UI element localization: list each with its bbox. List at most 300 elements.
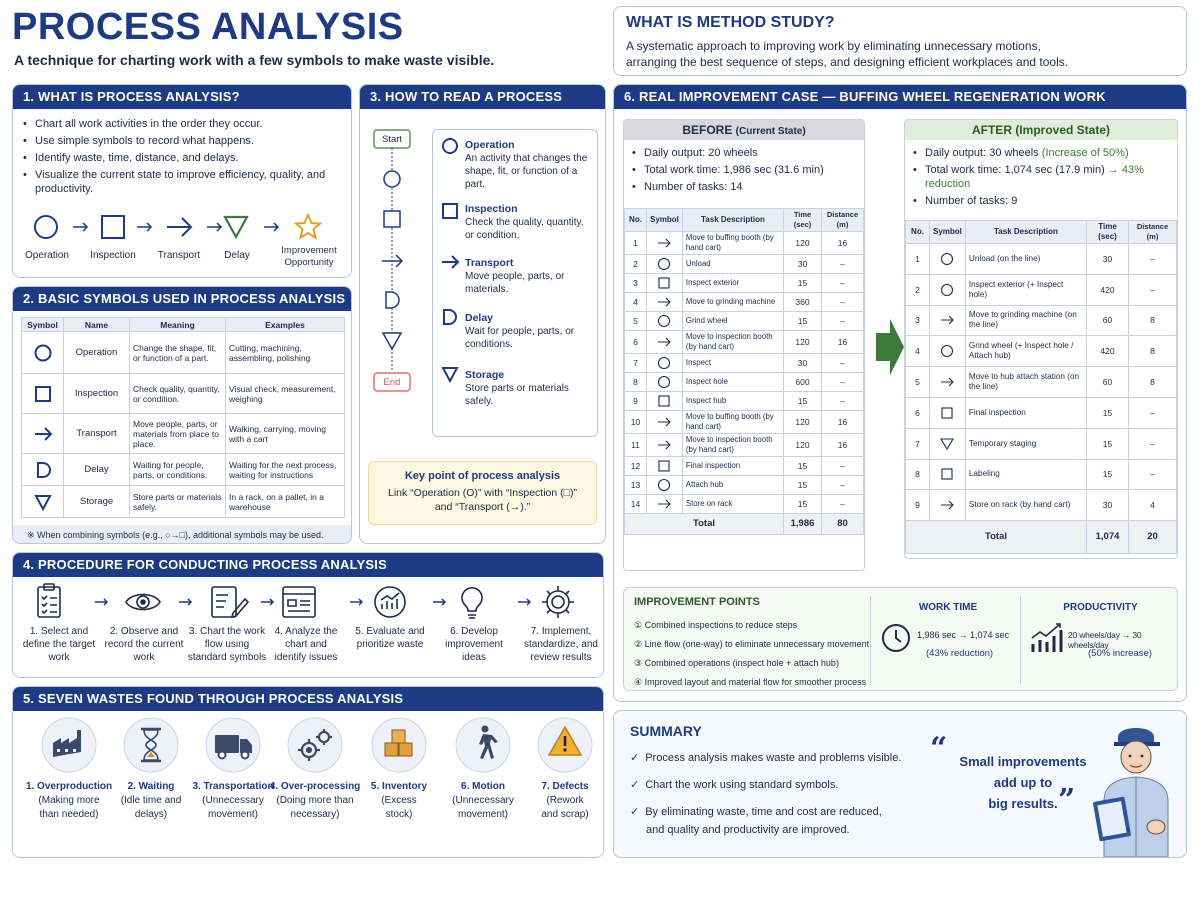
key-point-box — [368, 461, 597, 525]
symbol-meaning: Check quality, quantity, or condition. — [130, 374, 226, 414]
arrow-icon — [207, 223, 221, 231]
row-time: 15 — [784, 457, 822, 476]
procedure-step: 4. Analyze the chart and identify issues — [274, 626, 338, 663]
procedure-step: 1. Select and define the target work — [22, 626, 96, 663]
section-6-title: 6. REAL IMPROVEMENT CASE — BUFFING WHEEL REGENERATION WORK — [614, 85, 1186, 109]
transport-symbol-icon — [655, 235, 673, 251]
lightbulb-icon — [462, 588, 482, 618]
gear-icon — [542, 586, 574, 618]
row-symbol — [647, 293, 683, 312]
row-time: 30 — [1087, 244, 1129, 275]
before-output: • Daily output: 20 wheels — [632, 146, 864, 160]
row-task: Inspect — [682, 354, 783, 373]
arrow-icon — [261, 599, 273, 605]
productivity-title: PRODUCTIVITY — [1063, 602, 1138, 613]
quote-line: Small improvements — [959, 754, 1087, 769]
table-row — [22, 486, 345, 518]
summary-box — [613, 710, 1187, 858]
method-study-line1: A systematic approach to improving work by eliminating unnecessary motions, — [626, 39, 1041, 53]
symbol-meaning: Move people, parts, or materials from place to place. — [130, 414, 226, 454]
table-row — [906, 305, 1177, 336]
row-time: 15 — [1087, 428, 1129, 459]
table-header: Distance (m) — [1129, 221, 1177, 244]
improvement-arrow-icon — [872, 317, 906, 377]
symbol-label: Inspection — [90, 250, 136, 261]
row-time: 15 — [784, 312, 822, 331]
after-title: AFTER (Improved State) — [905, 120, 1177, 140]
symbol-name: Operation — [64, 332, 130, 374]
productivity-value: 20 wheels/day → 30 wheels/day — [1068, 630, 1142, 650]
inspection-symbol-icon — [102, 216, 124, 238]
row-symbol — [647, 476, 683, 495]
waste-icons — [13, 717, 604, 777]
row-number: 12 — [625, 457, 647, 476]
row-number: 5 — [906, 367, 930, 398]
table-header: Time (sec) — [784, 209, 822, 232]
row-task: Inspect hole — [682, 373, 783, 392]
storage-symbol-icon — [33, 492, 53, 512]
total-time: 1,074 — [1087, 521, 1129, 554]
row-symbol — [647, 495, 683, 514]
section-what-is-process-analysis — [12, 84, 352, 278]
row-time: 60 — [1087, 367, 1129, 398]
procedure-step: 3. Chart the work flow using standard symbols — [187, 626, 267, 663]
symbol-meaning: Change the shape, fit, or function of a part. — [130, 332, 226, 374]
improvement-points-box — [623, 587, 1178, 691]
clipboard-icon — [38, 584, 60, 617]
transport-symbol-icon — [655, 294, 673, 310]
inspection-symbol-icon — [938, 405, 956, 421]
before-tasks: • Number of tasks: 14 — [632, 180, 864, 194]
section-improvement-case — [613, 84, 1187, 702]
row-symbol — [930, 305, 966, 336]
evaluate-chart-icon — [375, 587, 405, 617]
row-time: 120 — [784, 232, 822, 255]
row-number: 3 — [625, 274, 647, 293]
after-tasks: • Number of tasks: 9 — [913, 194, 1177, 208]
operation-symbol-icon — [35, 216, 57, 238]
quote-line: big results. — [988, 796, 1058, 811]
row-number: 1 — [906, 244, 930, 275]
table-row — [625, 354, 864, 373]
row-task: Grind wheel — [682, 312, 783, 331]
quote-open-icon: “ — [930, 731, 948, 766]
table-header: Symbol — [22, 318, 64, 332]
row-number: 14 — [625, 495, 647, 514]
row-symbol — [930, 397, 966, 428]
row-distance: 16 — [822, 411, 864, 434]
before-title-sub: (Current State) — [735, 126, 806, 137]
symbol-examples: Visual check, measurement, weighing — [226, 374, 345, 414]
row-symbol — [647, 354, 683, 373]
work-time-title: WORK TIME — [918, 602, 978, 613]
row-task: Final inspection — [965, 397, 1086, 428]
storage-symbol-icon — [938, 436, 956, 452]
row-task: Store on rack (by hand cart) — [965, 490, 1086, 521]
key-point-title: Key point of process analysis — [404, 470, 561, 482]
inspection-symbol-icon — [655, 393, 673, 409]
key-point-line2: and “Transport (→).” — [434, 501, 531, 513]
before-table — [624, 208, 864, 535]
row-symbol — [647, 255, 683, 274]
row-time: 60 — [1087, 305, 1129, 336]
after-output-a: Daily output: 30 wheels — [925, 147, 1042, 159]
row-distance: 8 — [1129, 336, 1177, 367]
row-distance: – — [1129, 397, 1177, 428]
worker-illustration — [1090, 715, 1184, 857]
row-number: 9 — [906, 490, 930, 521]
waste-desc: (Unnecessary movement) — [202, 795, 264, 820]
row-number: 6 — [906, 397, 930, 428]
legend-symbols — [440, 135, 460, 415]
row-symbol — [930, 459, 966, 490]
table-row — [625, 495, 864, 514]
row-number: 8 — [906, 459, 930, 490]
legend-name: Storage — [465, 369, 505, 381]
waste-name: 2. Waiting — [127, 781, 175, 792]
total-time: 1,986 — [784, 514, 822, 535]
row-distance: – — [1129, 459, 1177, 490]
table-header: No. — [906, 221, 930, 244]
table-row — [625, 476, 864, 495]
row-task: Inspect exterior (+ Inspect hole) — [965, 274, 1086, 305]
arrow-icon — [433, 599, 445, 605]
row-symbol — [647, 411, 683, 434]
procedure-icons — [13, 583, 604, 623]
operation-symbol-icon — [938, 343, 956, 359]
row-symbol — [930, 244, 966, 275]
table-row — [625, 255, 864, 274]
table-row — [906, 490, 1177, 521]
after-time — [913, 163, 1177, 191]
waste-desc: (Making more than needed) — [38, 795, 100, 820]
row-time: 15 — [784, 392, 822, 411]
row-number: 8 — [625, 373, 647, 392]
waste-name: 5. Inventory — [370, 781, 428, 792]
improvement-point: ④ Improved layout and material flow for smoother process — [634, 677, 867, 687]
table-row — [906, 336, 1177, 367]
section-3-title: 3. HOW TO READ A PROCESS CHART — [360, 85, 605, 109]
table-header: No. — [625, 209, 647, 232]
row-distance: – — [1129, 428, 1177, 459]
row-distance: – — [822, 354, 864, 373]
row-number: 2 — [625, 255, 647, 274]
row-symbol — [647, 392, 683, 411]
row-task: Final inspection — [682, 457, 783, 476]
waste-name: 6. Motion — [461, 781, 505, 792]
row-time: 600 — [784, 373, 822, 392]
transport-symbol-icon — [32, 424, 54, 444]
section-5-title: 5. SEVEN WASTES FOUND THROUGH PROCESS ANALYSIS — [13, 687, 603, 711]
legend-desc: Store parts or materials safely. — [465, 383, 569, 407]
inspection-symbol-icon — [655, 275, 673, 291]
improvement-points-title: IMPROVEMENT POINTS — [634, 596, 760, 608]
legend-name: Inspection — [465, 203, 518, 215]
waste-desc: (Unnecessary movement) — [452, 795, 514, 820]
improvement-point: ② Line flow (one-way) to eliminate unnecessary movement — [634, 639, 870, 649]
table-row — [906, 459, 1177, 490]
table-row — [22, 332, 345, 374]
analysis-window-icon — [283, 587, 315, 617]
table-row — [906, 244, 1177, 275]
bullet: • Visualize the current state to improve efficiency, quality, and productivity. — [23, 168, 343, 196]
table-header: Examples — [226, 318, 345, 332]
row-number: 3 — [906, 305, 930, 336]
symbol-examples: Walking, carrying, moving with a cart — [226, 414, 345, 454]
symbol-label: Operation — [25, 250, 69, 261]
transport-symbol-icon — [655, 414, 673, 430]
arrow-icon — [73, 223, 87, 231]
check-icon: ✓ — [630, 806, 640, 818]
clock-icon — [880, 622, 912, 654]
row-task: Unload (on the line) — [965, 244, 1086, 275]
waste-name: 7. Defects — [541, 781, 589, 792]
row-task: Move to buffing booth (by hand cart) — [682, 232, 783, 255]
row-distance: 4 — [1129, 490, 1177, 521]
productivity-note: (50% increase) — [1088, 648, 1152, 659]
row-distance: 8 — [1129, 367, 1177, 398]
row-number: 2 — [906, 274, 930, 305]
table-header: Symbol — [930, 221, 966, 244]
delay-symbol-icon — [33, 460, 53, 480]
symbol-name: Delay — [64, 454, 130, 486]
row-distance: – — [822, 476, 864, 495]
row-task: Unload — [682, 255, 783, 274]
operation-symbol-icon — [655, 374, 673, 390]
eye-icon — [126, 595, 160, 610]
section-seven-wastes — [12, 686, 604, 858]
operation-symbol-icon — [655, 256, 673, 272]
table-row — [906, 397, 1177, 428]
symbol-sequence — [13, 211, 352, 245]
after-output-b: (Increase of 50%) — [1041, 147, 1129, 159]
row-time: 420 — [1087, 274, 1129, 305]
operation-symbol-icon — [938, 282, 956, 298]
procedure-step: 2. Observe and record the current work — [104, 626, 184, 663]
row-task: Move to inspection booth (by hand cart) — [682, 434, 783, 457]
table-header: Meaning — [130, 318, 226, 332]
table-header: Name — [64, 318, 130, 332]
page-subtitle: A technique for charting work with a few symbols to make waste visible. — [14, 52, 495, 68]
row-number: 4 — [625, 293, 647, 312]
row-number: 5 — [625, 312, 647, 331]
row-distance: – — [822, 495, 864, 514]
row-task: Move to grinding machine (on the line) — [965, 305, 1086, 336]
inspection-symbol-icon — [33, 384, 53, 404]
work-time-note: (43% reduction) — [926, 648, 994, 659]
row-number: 4 — [906, 336, 930, 367]
operation-symbol-icon — [655, 313, 673, 329]
table-row — [625, 411, 864, 434]
arrow-icon — [137, 223, 151, 231]
transport-symbol-icon — [655, 437, 673, 453]
row-task: Move to buffing booth (by hand cart) — [682, 411, 783, 434]
before-title: BEFORE — [682, 123, 733, 137]
row-symbol — [930, 336, 966, 367]
after-time-a: Total work time: 1,074 sec (17.9 min) — [925, 164, 1108, 176]
legend-name: Operation — [465, 139, 515, 151]
arrow-icon — [264, 223, 278, 231]
table-row — [906, 274, 1177, 305]
symbols-table — [21, 317, 345, 518]
symbol-examples: Cutting, machining, assembling, polishing — [226, 332, 345, 374]
operation-symbol-icon — [33, 343, 53, 363]
table-row — [625, 457, 864, 476]
row-task: Grind wheel (+ Inspect hole / Attach hub) — [965, 336, 1086, 367]
row-time: 30 — [784, 354, 822, 373]
operation-symbol-icon — [655, 477, 673, 493]
row-distance: – — [822, 457, 864, 476]
row-time: 15 — [784, 274, 822, 293]
table-row — [625, 434, 864, 457]
row-distance: – — [822, 373, 864, 392]
transport-symbol-icon — [655, 334, 673, 350]
symbol-label: Improvement Opportunity — [281, 245, 337, 268]
row-task: Temporary staging — [965, 428, 1086, 459]
table-row — [625, 331, 864, 354]
row-task: Move to grinding machine — [682, 293, 783, 312]
bullet: • Identify waste, time, distance, and delays. — [23, 151, 343, 165]
inspection-symbol-icon — [655, 458, 673, 474]
inspection-symbol-icon — [938, 466, 956, 482]
legend-desc: Move people, parts, or materials. — [465, 271, 565, 295]
summary-item: Chart the work using standard symbols. — [645, 779, 839, 791]
row-symbol — [930, 367, 966, 398]
row-distance: 16 — [822, 434, 864, 457]
summary-title: SUMMARY — [630, 723, 702, 739]
row-symbol — [647, 434, 683, 457]
waste-name: 4. Over-processing — [269, 781, 361, 792]
row-symbol — [647, 312, 683, 331]
table-header: Task Description — [965, 221, 1086, 244]
table-row — [906, 428, 1177, 459]
table-row — [22, 414, 345, 454]
row-symbol — [647, 274, 683, 293]
row-symbol — [647, 232, 683, 255]
row-number: 9 — [625, 392, 647, 411]
flow-end-label: End — [383, 377, 401, 388]
legend-desc: An activity that changes the shape, fit, or function of a part. — [465, 153, 588, 190]
quote-close-icon: ” — [1058, 783, 1076, 818]
total-distance: 80 — [822, 514, 864, 535]
row-distance: – — [822, 293, 864, 312]
method-study-title: WHAT IS METHOD STUDY? — [626, 14, 835, 31]
section-how-to-read-chart — [359, 84, 606, 544]
row-time: 420 — [1087, 336, 1129, 367]
symbols-note: ※ When combining symbols (e.g., ○→□), additional symbols may be used. — [13, 525, 351, 544]
method-study-box — [613, 6, 1187, 76]
arrow-icon — [179, 599, 191, 605]
row-time: 120 — [784, 411, 822, 434]
waste-desc: (Doing more than necessary) — [276, 795, 354, 820]
waste-desc: (Rework and scrap) — [541, 795, 589, 820]
row-distance: 16 — [822, 232, 864, 255]
arrow-icon — [95, 599, 107, 605]
row-distance: – — [1129, 274, 1177, 305]
procedure-step: 7. Implement, standardize, and review results — [524, 626, 598, 663]
table-row — [625, 392, 864, 411]
page-title: PROCESS ANALYSIS — [12, 6, 404, 48]
row-symbol — [930, 490, 966, 521]
row-distance: 8 — [1129, 305, 1177, 336]
row-task: Attach hub — [682, 476, 783, 495]
after-output — [913, 146, 1177, 160]
row-time: 360 — [784, 293, 822, 312]
row-time: 15 — [784, 476, 822, 495]
row-distance: 16 — [822, 331, 864, 354]
check-icon: ✓ — [630, 779, 640, 791]
process-flow-diagram — [360, 115, 430, 485]
delay-symbol-icon — [225, 217, 247, 237]
row-distance: – — [822, 274, 864, 293]
table-row — [625, 373, 864, 392]
waste-desc: (Excess stock) — [381, 795, 417, 820]
work-time-value: 1,986 sec → 1,074 sec — [917, 630, 1010, 640]
row-task: Labeling — [965, 459, 1086, 490]
waste-name: 3. Transportation — [192, 781, 274, 792]
waste-desc: (Idle time and delays) — [120, 795, 182, 820]
symbol-examples: Waiting for the next process, waiting for instructions — [226, 454, 345, 486]
method-study-line2: arranging the best sequence of steps, and designing efficient workplaces and tools. — [626, 55, 1069, 69]
after-time-b: → 43% reduction — [925, 164, 1144, 190]
row-number: 11 — [625, 434, 647, 457]
chart-pencil-icon — [212, 587, 248, 617]
row-task: Inspect exterior — [682, 274, 783, 293]
symbol-name: Inspection — [64, 374, 130, 414]
table-row — [625, 232, 864, 255]
operation-symbol-icon — [938, 251, 956, 267]
before-time: • Total work time: 1,986 sec (31.6 min) — [632, 163, 864, 177]
key-point-line1: Link “Operation (O)” with “Inspection (□)” — [388, 487, 577, 499]
section-4-title: 4. PROCEDURE FOR CONDUCTING PROCESS ANALYSIS — [13, 553, 603, 577]
after-panel — [904, 119, 1178, 559]
total-row — [906, 521, 1177, 554]
check-icon: ✓ — [630, 752, 640, 764]
symbol-name: Transport — [64, 414, 130, 454]
row-time: 30 — [1087, 490, 1129, 521]
row-task: Move to hub attach station (on the line) — [965, 367, 1086, 398]
transport-symbol-icon — [938, 312, 956, 328]
row-symbol — [930, 428, 966, 459]
transport-symbol-icon — [938, 374, 956, 390]
total-label: Total — [625, 514, 784, 535]
before-panel — [623, 119, 865, 571]
waste-name: 1. Overproduction — [25, 781, 113, 792]
summary-item: and quality and productivity are improved. — [646, 824, 850, 836]
row-task: Store on rack — [682, 495, 783, 514]
total-label: Total — [906, 521, 1087, 554]
symbol-name: Storage — [64, 486, 130, 518]
flow-start-label: Start — [381, 134, 403, 145]
row-task: Inspect hub — [682, 392, 783, 411]
row-task: Move to inspection booth (by hand cart) — [682, 331, 783, 354]
bullet: • Chart all work activities in the order they occur. — [23, 117, 343, 131]
row-number: 1 — [625, 232, 647, 255]
symbol-meaning: Store parts or materials safely. — [130, 486, 226, 518]
transport-symbol-icon — [167, 218, 191, 236]
table-header: Time (sec) — [1087, 221, 1129, 244]
arrow-icon — [350, 599, 362, 605]
table-row — [22, 454, 345, 486]
table-header: Symbol — [647, 209, 683, 232]
table-row — [625, 293, 864, 312]
total-row — [625, 514, 864, 535]
section-procedure — [12, 552, 604, 678]
summary-item: By eliminating waste, time and cost are reduced, — [645, 806, 882, 818]
row-number: 7 — [906, 428, 930, 459]
legend-desc: Wait for people, parts, or conditions. — [465, 326, 575, 350]
row-number: 13 — [625, 476, 647, 495]
